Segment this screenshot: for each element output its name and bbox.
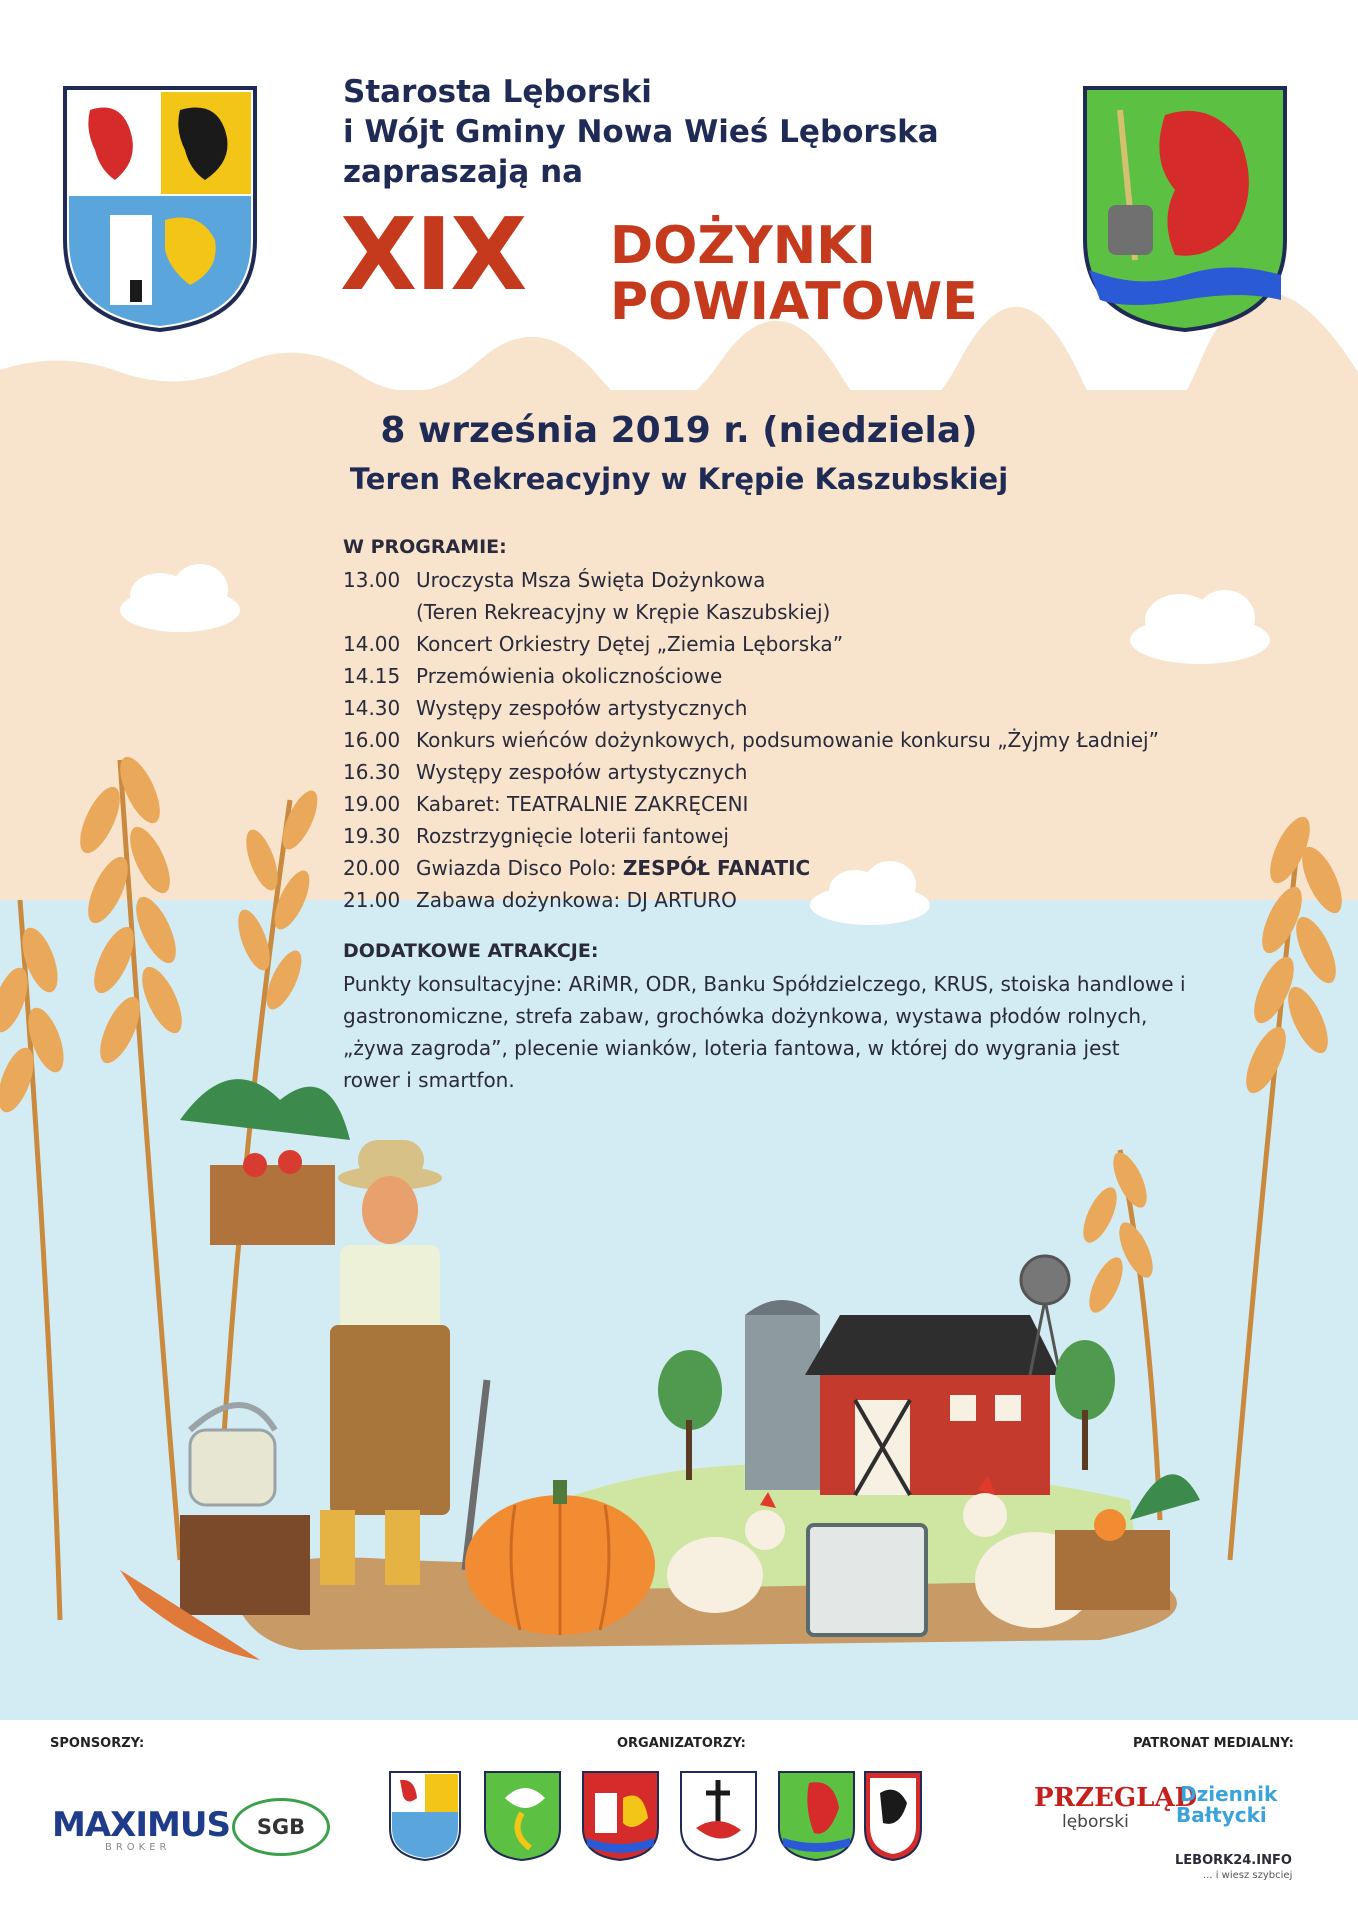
- lebork-crest-icon: [583, 1772, 658, 1860]
- tomato-basket-icon: [180, 1405, 310, 1615]
- program-row: [343, 788, 1159, 820]
- maximus-logo: MAXIMUS: [52, 1805, 230, 1845]
- intro-line: i Wójt Gminy Nowa Wieś Lęborska: [343, 114, 939, 150]
- barn-icon: [805, 1315, 1060, 1495]
- program-time: 14.00: [343, 632, 401, 656]
- program-text: Konkurs wieńców dożynkowych, podsumowanie konkursu „Żyjmy Ładniej”: [416, 728, 1159, 752]
- nowa-wies-crest-small-icon: [779, 1772, 854, 1860]
- title-line: DOŻYNKI: [610, 216, 876, 276]
- powiat-crest-icon: [65, 88, 255, 330]
- cewice-crest-icon: [485, 1772, 560, 1860]
- program-row: [343, 756, 1159, 788]
- powiat-crest-small-icon: [390, 1772, 460, 1860]
- intro-line: zapraszają na: [343, 154, 584, 190]
- program-text: Uroczysta Msza Święta Dożynkowa: [416, 568, 766, 592]
- title-roman-numeral: XIX: [340, 196, 526, 313]
- wheat-right-icon: [1076, 811, 1349, 1560]
- lebork24-logo: LEBORK24.INFO: [1175, 1853, 1292, 1868]
- lebork24-logo-sub: ... i wiesz szybciej: [1203, 1870, 1293, 1881]
- program-time: 14.15: [343, 664, 401, 688]
- leba-crest-icon: [865, 1772, 921, 1860]
- sgb-logo: [232, 1798, 330, 1856]
- program-text: Koncert Orkiestry Dętej „Ziemia Lęborska”: [416, 632, 844, 656]
- egg-basket-icon: [808, 1525, 926, 1635]
- przeglad-logo-sub: lęborski: [1062, 1812, 1129, 1832]
- organizer-crests: [385, 1768, 925, 1864]
- extras-line: gastronomiczne, strefa zabaw, grochówka dożynkowa, wystawa płodów rolnych,: [343, 1004, 1148, 1028]
- program-time: 16.30: [343, 760, 401, 784]
- extras-section: [343, 940, 1203, 1096]
- intro-line: Starosta Lęborski: [343, 74, 652, 110]
- extras-line: rower i smartfon.: [343, 1068, 515, 1092]
- extras-body: [343, 968, 1203, 1096]
- przeglad-logo: PRZEGLĄD: [1034, 1783, 1198, 1813]
- title-line: POWIATOWE: [610, 272, 978, 332]
- program-text: Przemówienia okolicznościowe: [416, 664, 723, 688]
- program-text: Kabaret: TEATRALNIE ZAKRĘCENI: [416, 792, 749, 816]
- sponsors-heading: SPONSORZY:: [50, 1736, 145, 1751]
- program-time: 13.00: [343, 568, 401, 592]
- program-text-plain: Gwiazda Disco Polo:: [416, 856, 623, 880]
- program-text: Występy zespołów artystycznych: [416, 760, 748, 784]
- program-row: [343, 596, 1159, 628]
- program-section: [343, 536, 1159, 916]
- program-heading: W PROGRAMIE:: [343, 536, 507, 558]
- program-text: Zabawa dożynkowa: DJ ARTURO: [416, 888, 737, 912]
- program-text: [416, 856, 810, 880]
- event-date: 8 września 2019 r. (niedziela): [380, 410, 978, 451]
- program-time: 16.00: [343, 728, 401, 752]
- organizers-heading: ORGANIZATORZY:: [617, 1736, 746, 1751]
- program-text-bold: ZESPÓŁ FANATIC: [622, 856, 811, 880]
- intro-text: [343, 72, 939, 192]
- dziennik-logo: Dziennik: [1180, 1782, 1278, 1806]
- dziennik-logo: Bałtycki: [1176, 1803, 1267, 1827]
- program-row: [343, 564, 1159, 596]
- cloud-left: [120, 564, 240, 632]
- program-row: [343, 692, 1159, 724]
- program-row: [343, 628, 1159, 660]
- gmina-crest-icon: [1085, 88, 1285, 330]
- sgb-logo-text: SGB: [256, 1815, 306, 1839]
- program-row: [343, 852, 1159, 884]
- program-row: [343, 820, 1159, 852]
- program-row: [343, 724, 1159, 756]
- program-row: [343, 660, 1159, 692]
- extras-line: Punkty konsultacyjne: ARiMR, ODR, Banku Spółdzielczego, KRUS, stoiska handlowe i: [343, 972, 1186, 996]
- program-time: 14.30: [343, 696, 401, 720]
- program-time: 21.00: [343, 888, 401, 912]
- silo-icon: [745, 1300, 820, 1490]
- program-text: Występy zespołów artystycznych: [416, 696, 748, 720]
- program-time: 19.00: [343, 792, 401, 816]
- extras-heading: DODATKOWE ATRAKCJE:: [343, 940, 599, 962]
- program-time: 20.00: [343, 856, 401, 880]
- program-text: Rozstrzygnięcie loterii fantowej: [416, 824, 729, 848]
- program-row: [343, 884, 1159, 916]
- maximus-logo-sub: BROKER: [105, 1842, 171, 1853]
- wicko-crest-icon: [681, 1772, 756, 1860]
- media-heading: PATRONAT MEDIALNY:: [1133, 1736, 1294, 1751]
- extras-line: „żywa zagroda”, plecenie wianków, loteria fantowa, w której do wygrania jest: [343, 1036, 1120, 1060]
- farmer-icon: [180, 1079, 487, 1585]
- program-time: 19.30: [343, 824, 401, 848]
- program-text: (Teren Rekreacyjny w Krępie Kaszubskiej): [416, 600, 831, 624]
- event-venue: Teren Rekreacyjny w Krępie Kaszubskiej: [349, 462, 1009, 496]
